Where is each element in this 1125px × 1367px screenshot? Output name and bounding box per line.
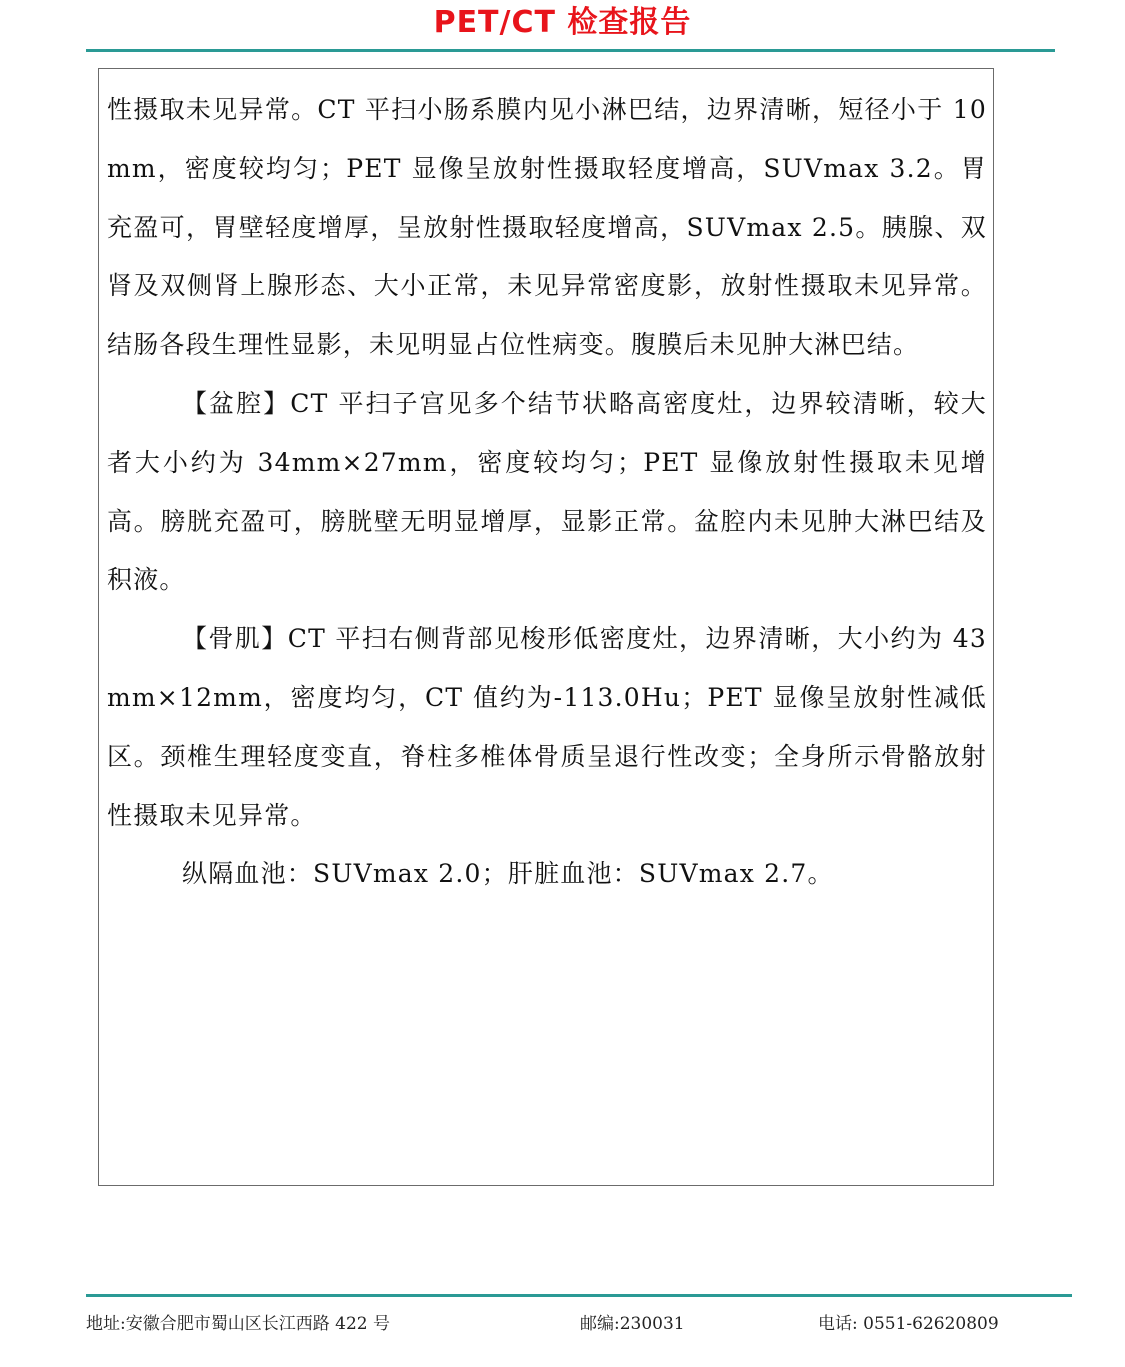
footer-divider [86,1294,1072,1297]
findings-box [98,68,994,1186]
findings-paragraph-blood-pool: 纵隔血池：SUVmax 2.0；肝脏血池：SUVmax 2.7。 [182,859,834,889]
findings-paragraph-musculoskeletal: 【骨肌】CT 平扫右侧背部见梭形低密度灶，边界清晰，大小约为 43mm×12mm，密度均匀，CT 值约为-113.0Hu；PET 显像呈放射性减低区。颈椎生理轻度变直，脊柱多椎体骨质呈退行性改变；全身所示骨骼放射性摄取未见异常。 [107,624,987,830]
findings-text [107,81,987,904]
footer-address: 地址:安徽合肥市蜀山区长江西路 422 号 [86,1314,390,1334]
findings-paragraph-abdomen: 性摄取未见异常。CT 平扫小肠系膜内见小淋巴结，边界清晰，短径小于 10mm，密度较均匀；PET 显像呈放射性摄取轻度增高，SUVmax 3.2。胃充盈可，胃壁轻度增厚，呈放射性摄取轻度增高，SUVmax 2.5。胰腺、双肾及双侧肾上腺形态、大小正常，未见异常密度影，放射性摄取未见异常。结肠各段生理性显影，未见明显占位性病变。腹膜后未见肿大淋巴结。 [107,95,987,360]
footer-postcode: 邮编:230031 [580,1314,685,1334]
header-divider [86,49,1055,52]
findings-paragraph-pelvis: 【盆腔】CT 平扫子宫见多个结节状略高密度灶，边界较清晰，较大者大小约为 34mm×27mm，密度较均匀；PET 显像放射性摄取未见增高。膀胱充盈可，膀胱壁无明显增厚，显影正常。盆腔内未见肿大淋巴结及积液。 [107,388,987,595]
footer-phone: 电话: 0551-62620809 [818,1314,999,1334]
report-title: PET/CT 检查报告 [433,5,692,40]
